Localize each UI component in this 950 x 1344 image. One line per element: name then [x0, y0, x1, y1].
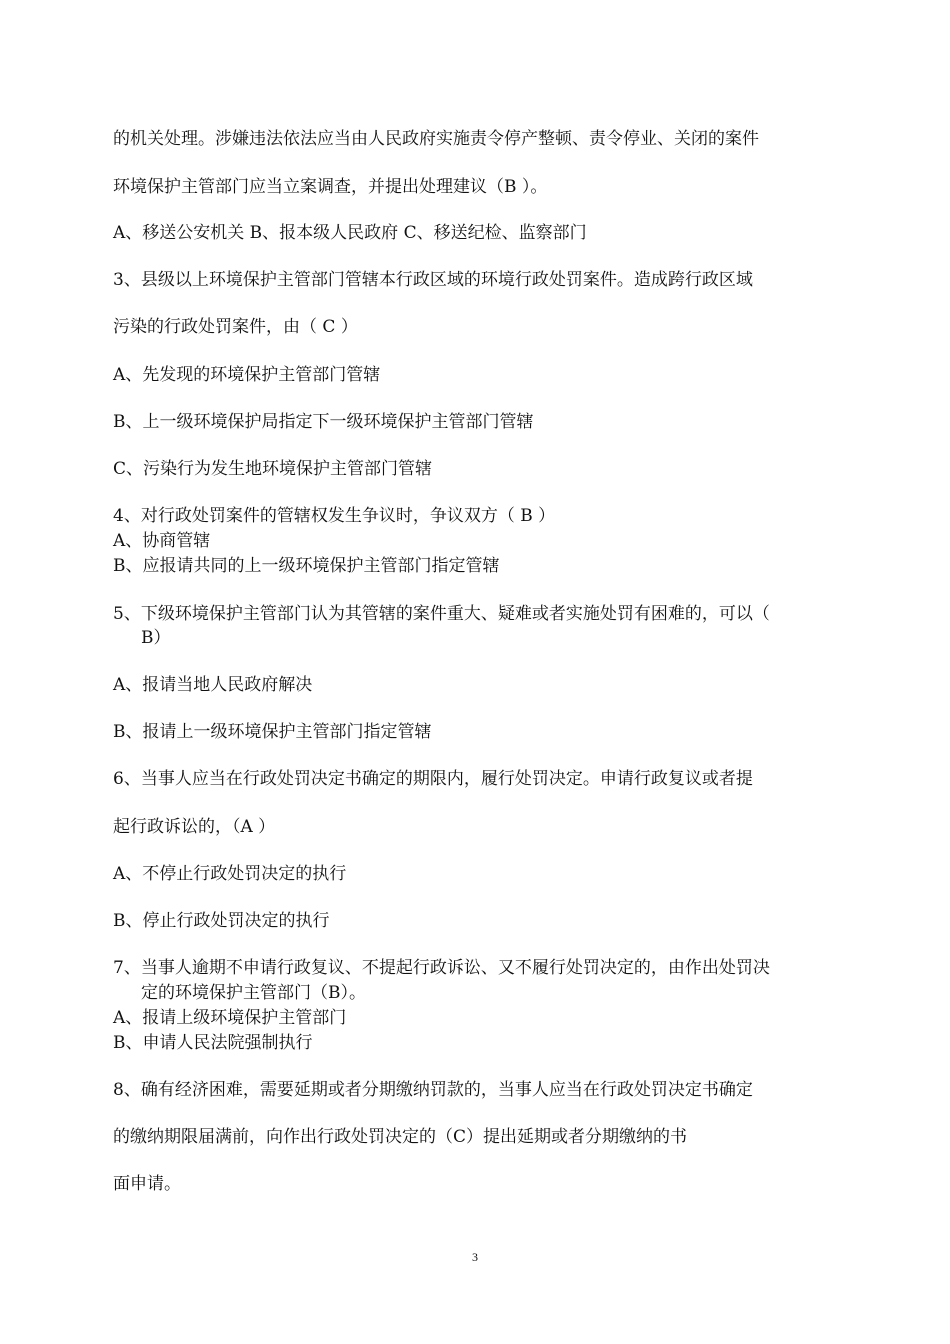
option-line: B、应报请共同的上一级环境保护主管部门指定管辖	[113, 556, 500, 576]
question-6-text: 6、当事人应当在行政处罚决定书确定的期限内，履行处罚决定。申请行政复议或者提	[113, 769, 753, 789]
option-line: A、报请当地人民政府解决	[113, 675, 313, 695]
option-line: A、不停止行政处罚决定的执行	[113, 864, 347, 884]
option-line: A、先发现的环境保护主管部门管辖	[113, 365, 381, 385]
option-line: A、报请上级环境保护主管部门	[113, 1008, 347, 1028]
text-line: 环境保护主管部门应当立案调查，并提出处理建议（B ）。	[113, 177, 548, 197]
option-line: B、停止行政处罚决定的执行	[113, 911, 330, 931]
option-line: A、协商管辖	[113, 531, 211, 551]
option-line: A、移送公安机关 B、报本级人民政府 C、移送纪检、监察部门	[113, 223, 587, 243]
question-5-text: 5、下级环境保护主管部门认为其管辖的案件重大、疑难或者实施处罚有困难的，可以（	[113, 604, 770, 624]
text-line: B）	[141, 628, 171, 648]
option-line: C、污染行为发生地环境保护主管部门管辖	[113, 459, 433, 479]
question-3-text: 3、县级以上环境保护主管部门管辖本行政区域的环境行政处罚案件。造成跨行政区域	[113, 270, 753, 290]
text-line: 起行政诉讼的，（A ）	[113, 817, 276, 837]
option-line: B、申请人民法院强制执行	[113, 1033, 313, 1053]
question-4-text: 4、对行政处罚案件的管辖权发生争议时，争议双方（ B ）	[113, 506, 556, 526]
option-line: B、上一级环境保护局指定下一级环境保护主管部门管辖	[113, 412, 534, 432]
question-8-text: 8、确有经济困难，需要延期或者分期缴纳罚款的，当事人应当在行政处罚决定书确定	[113, 1080, 753, 1100]
question-7-text: 7、当事人逾期不申请行政复议、不提起行政诉讼、又不履行处罚决定的，由作出处罚决	[113, 958, 770, 978]
text-line: 的机关处理。涉嫌违法依法应当由人民政府实施责令停产整顿、责令停业、关闭的案件	[113, 129, 759, 149]
option-line: B、报请上一级环境保护主管部门指定管辖	[113, 722, 432, 742]
text-line: 定的环境保护主管部门（B）。	[141, 983, 366, 1003]
text-line: 的缴纳期限届满前，向作出行政处罚决定的（C）提出延期或者分期缴纳的书	[113, 1127, 688, 1147]
page-number: 3	[472, 1250, 478, 1264]
text-line: 面申请。	[113, 1174, 181, 1194]
text-line: 污染的行政处罚案件，由（ C ）	[113, 317, 358, 337]
